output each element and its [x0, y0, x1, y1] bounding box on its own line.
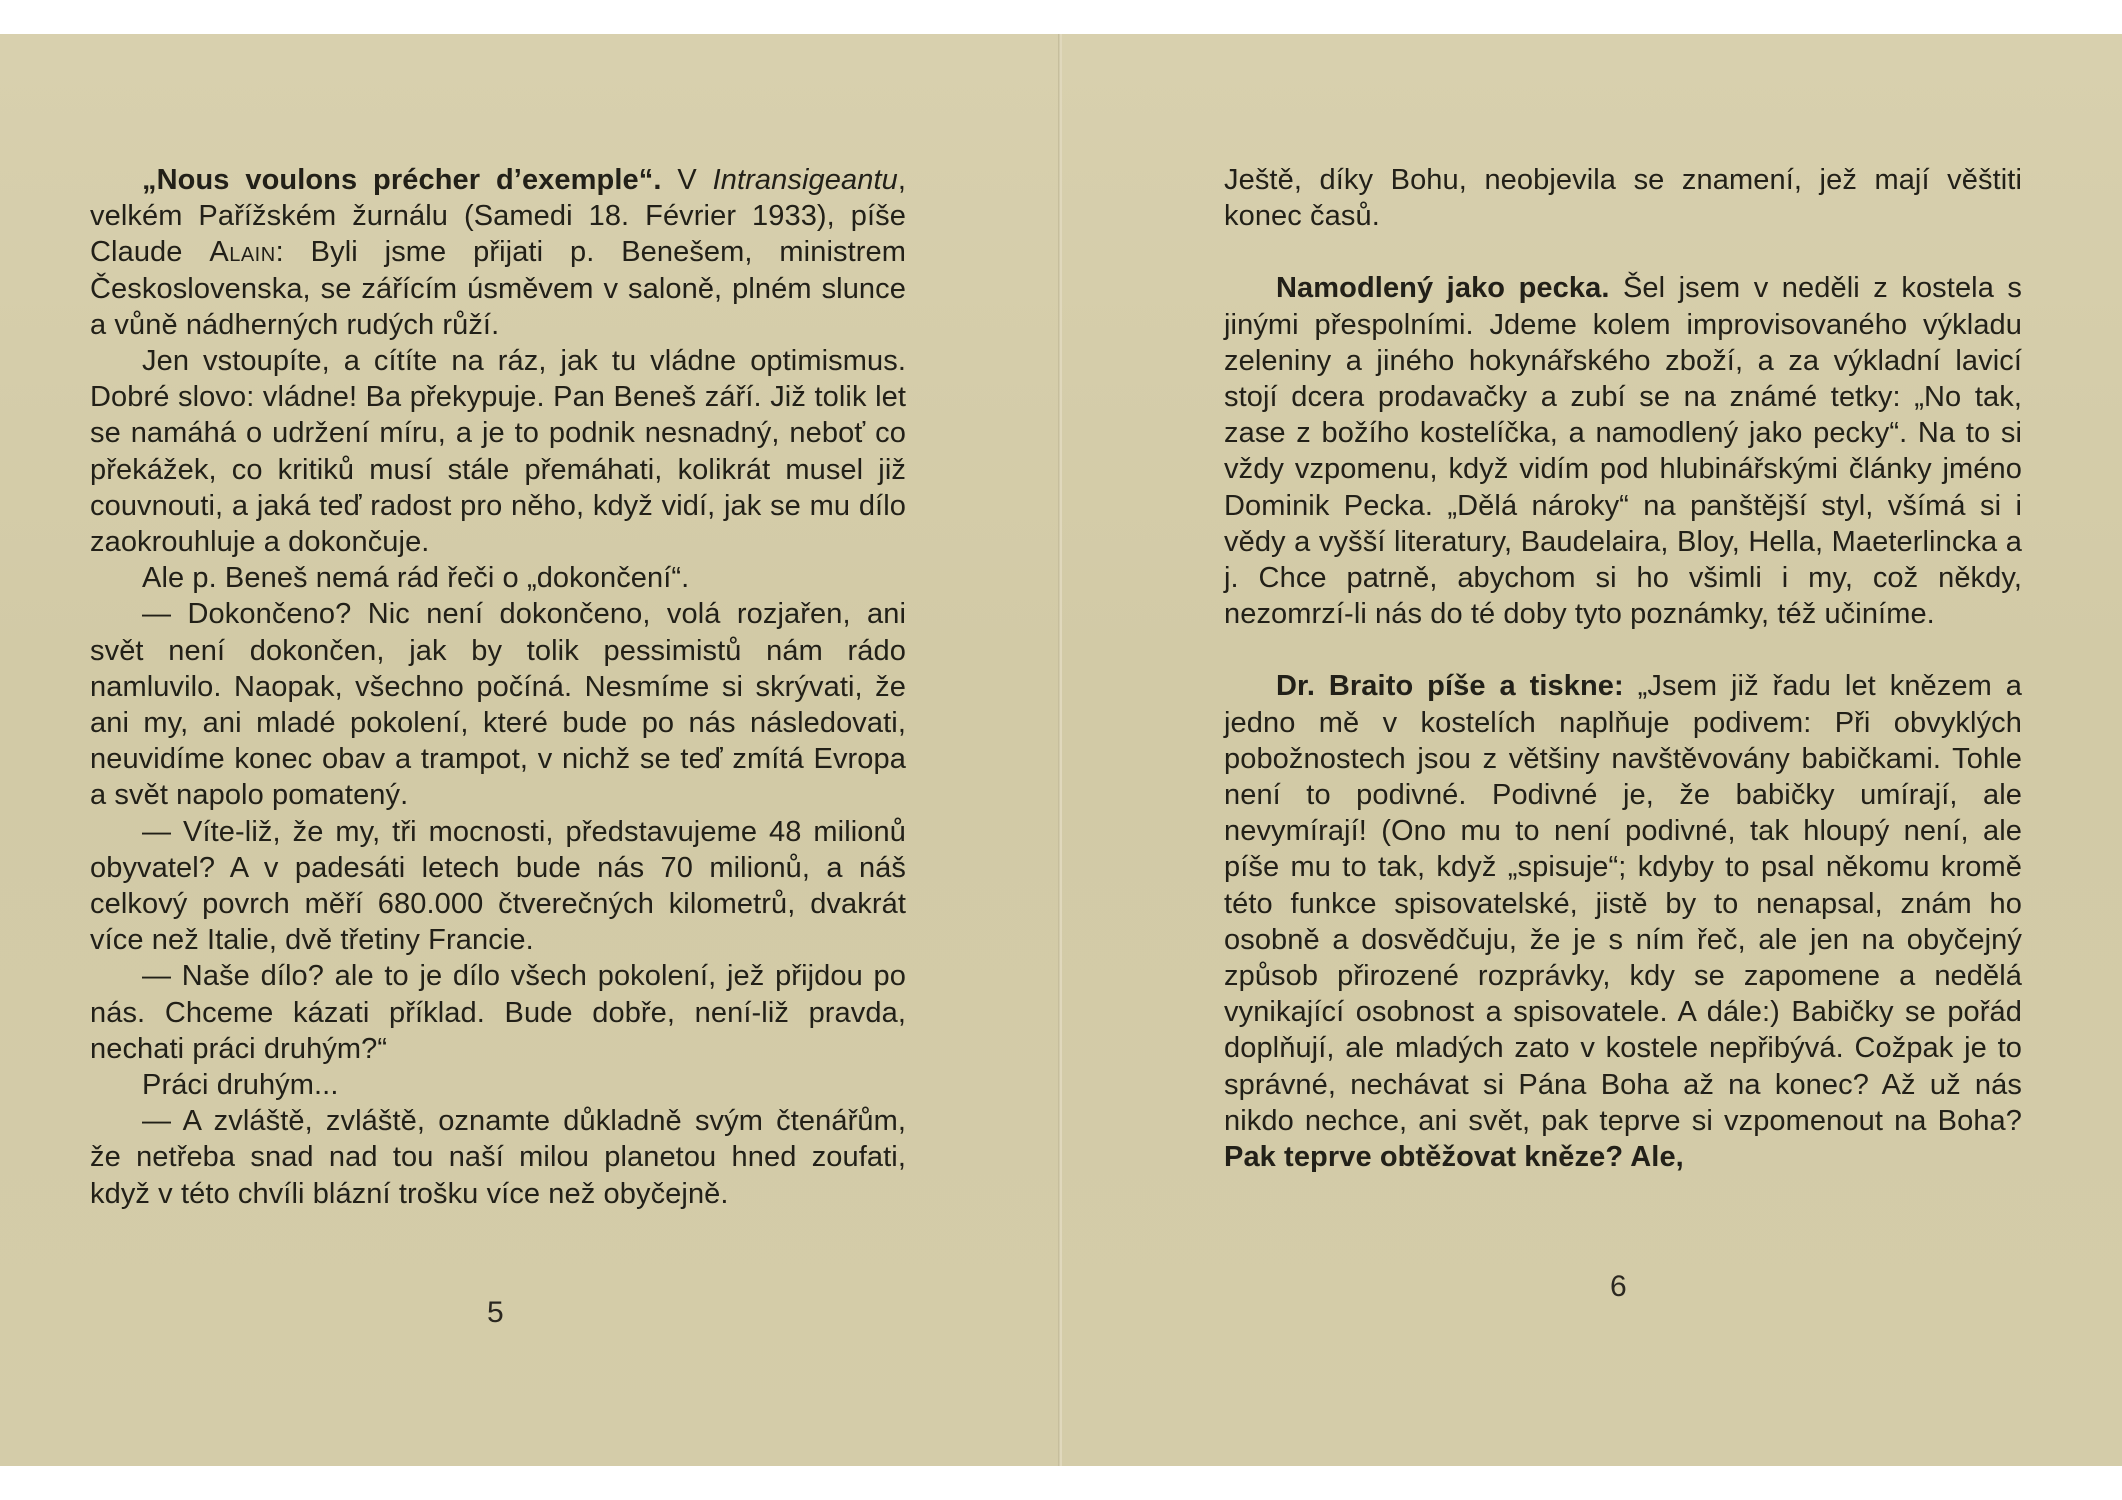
paragraph-namodleny: Namodlený jako pecka. Šel jsem v neděli z kostela s jinými přespolními. Jdeme kolem improvisovaného výkladu zeleniny a jiného hokynářského zboží, a za výkladní lavicí stojí dcera prodavačky a zubí se na známé tetky: „No tak, zase z božího kostelíčka, a namodlený jako pecky“. Na to si vždy vzpomenu, když vidím pod hlubinářskými články jméno Dominik Pecka. „Dělá nároky“ na panštější styl, všímá si i vědy a vyšší literatury, Baudelaira, Bloy, Hella, Maeterlincka a j. Chce patrně, abychom si ho všimli i my, což někdy, nezomrzí-li nás do té doby tyto poznámky, též učiníme. [1224, 272, 2023, 631]
section-title-nous-voulons: „Nous voulons précher d’exemple“. [142, 164, 662, 196]
paragraph: — A zvláště, zvláště, oznamte důkladně svým čtenářům, že netřeba snad nad tou naší milou planetou hned zoufati, když v této chvíli blázní trošku více než obyčejně. [90, 1105, 906, 1210]
section-title-namodleny: Namodlený jako pecka. [1276, 272, 1610, 305]
right-page [1062, 34, 2122, 1466]
paragraph: Práci druhým... [142, 1069, 339, 1102]
newspaper-name: Intransigeantu [712, 164, 898, 196]
paragraph: Ještě, díky Bohu, neobjevila se znamení, jež mají věštiti konec časů. [1224, 164, 2022, 233]
book-spread [0, 34, 2122, 1466]
right-page-text [1224, 162, 2022, 1175]
paragraph: — Dokončeno? Nic není dokončeno, volá rozjařen, ani svět není dokončen, jak by tolik pessimistů nám rádo namluvilo. Naopak, všechno počíná. Nesmíme si skrývati, že ani my, ani mladé pokolení, které bude po nás následovati, neuvidíme konec obav a trampot, v nichž se teď zmítá Evropa a svět napolo pomatený. [90, 598, 906, 812]
paragraph: — Naše dílo? ale to je dílo všech pokolení, jež přijdou po nás. Chceme kázati příklad. Bude dobře, není-liž pravda, nechati práci druhým?“ [90, 960, 906, 1065]
left-page-text [90, 162, 906, 1212]
left-page [0, 34, 1060, 1466]
author-name: Alain [209, 236, 276, 269]
page-number-right: 6 [1610, 1270, 1627, 1303]
bold-ending: Pak teprve obtěžovat kněze? Ale, [1224, 1141, 1684, 1174]
page-number-left: 5 [487, 1296, 504, 1329]
paragraph-nous-voulons: „Nous voulons précher d’exemple“. V Intransigeantu, velkém Pařížském žurnálu (Samedi 18. Février 1933), píše Claude Alain: Byli jsme přijati p. Benešem, ministrem Československa, se zářícím úsměvem v saloně, plném slunce a vůně nádherných rudých růží. [90, 164, 906, 341]
paragraph: — Víte-liž, že my, tři mocnosti, představujeme 48 milionů obyvatel? A v padesáti letech bude nás 70 milionů, a náš celkový povrch měří 680.000 čtverečných kilometrů, dvakrát více než Italie, dvě třetiny Francie. [90, 815, 906, 957]
paragraph-braito: Dr. Braito píše a tiskne: „Jsem již řadu let knězem a jedno mě v kostelích naplňuje podivem: Při obvyklých pobožnostech jsou z většiny navštěvovány babičkami. Tohle není to podivné. Podivné je, že babičky umírají, ale nevymírají! (Ono mu to není podivné, tak hloupý není, ale píše mu to tak, když „spisuje“; kdyby to psal někomu kromě této funkce spisovatelské, jistě by to nenapsal, znám ho osobně a dosvědčuju, že je s ním řeč, ale jen na obyčejný způsob přirozené rozprávky, kdy se zapomene a nedělá vynikající osobnost a spisovatele. A dále:) Babičky se pořád doplňují, ale mladých zato v kostele nepřibývá. Cožpak je to správné, nechávat si Pána Boha až na konec? Až už nás nikdo nechce, ani svět, pak teprve si vzpomenout na Boha? Pak teprve obtěžovat kněze? Ale, [1224, 670, 2022, 1174]
section-title-braito: Dr. Braito píše a tiskne: [1276, 670, 1624, 703]
paragraph: Jen vstoupíte, a cítíte na ráz, jak tu vládne optimismus. Dobré slovo: vládne! Ba překypuje. Pan Beneš září. Již tolik let se namáhá o udržení míru, a je to podnik nesnadný, neboť co překážek, co kritiků musí stále přemáhati, kolikrát musel již couvnouti, a jaká teď radost pro něho, když vidí, jak se mu dílo zaokrouhluje a dokončuje. [90, 345, 906, 559]
paragraph: Ale p. Beneš nemá rád řeči o „dokončení“. [142, 562, 690, 595]
